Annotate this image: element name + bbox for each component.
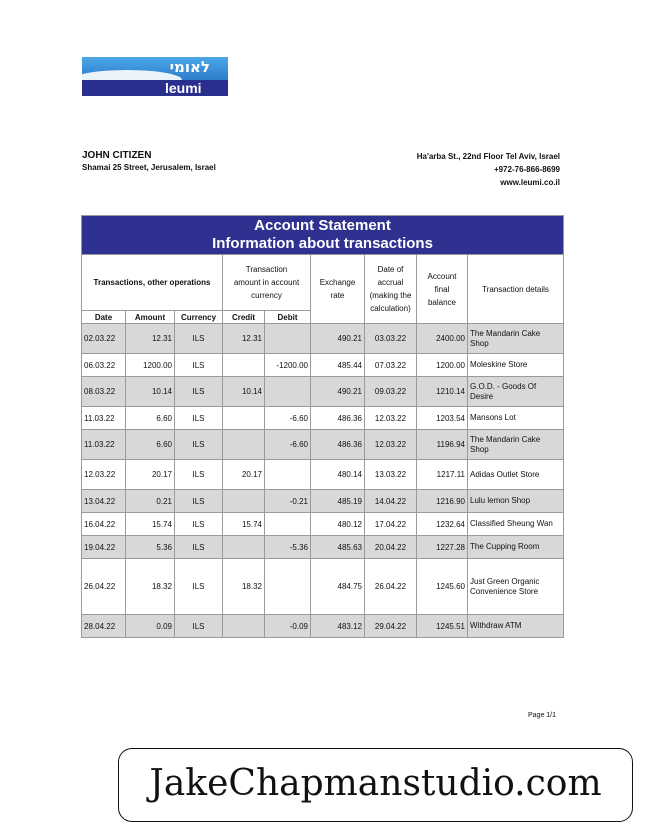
cell-currency: ILS <box>175 536 223 559</box>
cell-amount: 18.32 <box>126 559 175 615</box>
cell-debit <box>265 377 311 407</box>
cell-credit <box>223 490 265 513</box>
cell-balance: 1210.14 <box>417 377 468 407</box>
cell-balance: 2400.00 <box>417 324 468 354</box>
cell-details: Adidas Outlet Store <box>468 460 564 490</box>
cell-amount: 0.21 <box>126 490 175 513</box>
header-debit: Debit <box>265 311 311 324</box>
header-accrual-date: Date of accrual (making the calculation) <box>365 255 417 324</box>
cell-accrual: 09.03.22 <box>365 377 417 407</box>
cell-balance: 1227.28 <box>417 536 468 559</box>
cell-amount: 10.14 <box>126 377 175 407</box>
cell-currency: ILS <box>175 559 223 615</box>
cell-details: Classified Sheung Wan <box>468 513 564 536</box>
cell-credit: 10.14 <box>223 377 265 407</box>
bank-website: www.leumi.co.il <box>500 178 560 187</box>
cell-balance: 1245.60 <box>417 559 468 615</box>
cell-rate: 480.14 <box>311 460 365 490</box>
cell-debit: -5.36 <box>265 536 311 559</box>
customer-block <box>82 150 216 172</box>
table-row <box>82 490 564 513</box>
cell-credit: 20.17 <box>223 460 265 490</box>
statement-table <box>81 215 564 638</box>
cell-debit <box>265 460 311 490</box>
table-row <box>82 536 564 559</box>
cell-debit: -0.09 <box>265 615 311 638</box>
cell-date: 06.03.22 <box>82 354 126 377</box>
cell-currency: ILS <box>175 513 223 536</box>
cell-amount: 5.36 <box>126 536 175 559</box>
cell-accrual: 12.03.22 <box>365 430 417 460</box>
cell-credit <box>223 354 265 377</box>
cell-credit: 18.32 <box>223 559 265 615</box>
table-row <box>82 430 564 460</box>
cell-rate: 484.75 <box>311 559 365 615</box>
table-row <box>82 615 564 638</box>
cell-credit: 15.74 <box>223 513 265 536</box>
table-row <box>82 324 564 354</box>
page-number: Page 1/1 <box>528 712 557 719</box>
cell-details: The Mandarin Cake Shop <box>468 324 564 354</box>
customer-address: Shamai 25 Street, Jerusalem, Israel <box>82 163 216 172</box>
cell-currency: ILS <box>175 324 223 354</box>
cell-details: The Cupping Room <box>468 536 564 559</box>
header-date: Date <box>82 311 126 324</box>
cell-debit <box>265 559 311 615</box>
cell-amount: 0.09 <box>126 615 175 638</box>
cell-currency: ILS <box>175 430 223 460</box>
header-amount: Amount <box>126 311 175 324</box>
cell-debit: -6.60 <box>265 407 311 430</box>
cell-rate: 486.36 <box>311 407 365 430</box>
cell-rate: 486.36 <box>311 430 365 460</box>
logo-latin-text: leumi <box>82 80 228 96</box>
table-row <box>82 354 564 377</box>
cell-details: Lulu lemon Shop <box>468 490 564 513</box>
cell-balance: 1217.11 <box>417 460 468 490</box>
cell-date: 11.03.22 <box>82 407 126 430</box>
cell-amount: 1200.00 <box>126 354 175 377</box>
cell-credit: 12.31 <box>223 324 265 354</box>
cell-balance: 1200.00 <box>417 354 468 377</box>
cell-currency: ILS <box>175 407 223 430</box>
header-transactions: Transactions, other operations <box>82 255 223 311</box>
cell-credit <box>223 615 265 638</box>
table-row <box>82 407 564 430</box>
cell-date: 12.03.22 <box>82 460 126 490</box>
header-currency: Currency <box>175 311 223 324</box>
table-row <box>82 559 564 615</box>
cell-credit <box>223 536 265 559</box>
cell-amount: 20.17 <box>126 460 175 490</box>
cell-debit <box>265 324 311 354</box>
cell-accrual: 07.03.22 <box>365 354 417 377</box>
cell-amount: 12.31 <box>126 324 175 354</box>
cell-date: 28.04.22 <box>82 615 126 638</box>
header-amount-account: Transaction amount in account currency <box>223 255 311 311</box>
cell-rate: 483.12 <box>311 615 365 638</box>
cell-balance: 1196.94 <box>417 430 468 460</box>
cell-accrual: 12.03.22 <box>365 407 417 430</box>
cell-date: 26.04.22 <box>82 559 126 615</box>
cell-details: G.O.D. - Goods Of Desire <box>468 377 564 407</box>
cell-accrual: 03.03.22 <box>365 324 417 354</box>
cell-accrual: 26.04.22 <box>365 559 417 615</box>
cell-rate: 480.12 <box>311 513 365 536</box>
cell-accrual: 14.04.22 <box>365 490 417 513</box>
bank-block <box>417 150 560 189</box>
cell-date: 13.04.22 <box>82 490 126 513</box>
cell-balance: 1203.54 <box>417 407 468 430</box>
cell-accrual: 29.04.22 <box>365 615 417 638</box>
leumi-logo <box>82 57 228 96</box>
customer-name: JOHN CITIZEN <box>82 150 152 161</box>
cell-details: Just Green Organic Convenience Store <box>468 559 564 615</box>
logo-hebrew-text: לאומי <box>169 58 210 76</box>
header-details: Transaction details <box>468 255 564 324</box>
table-row <box>82 377 564 407</box>
cell-credit <box>223 430 265 460</box>
cell-date: 16.04.22 <box>82 513 126 536</box>
header-credit: Credit <box>223 311 265 324</box>
cell-rate: 490.21 <box>311 324 365 354</box>
header-exchange-rate: Exchange rate <box>311 255 365 324</box>
cell-details: Withdraw ATM <box>468 615 564 638</box>
cell-date: 11.03.22 <box>82 430 126 460</box>
cell-details: Mansons Lot <box>468 407 564 430</box>
bank-address: Ha'arba St., 22nd Floor Tel Aviv, Israel <box>416 152 560 161</box>
cell-accrual: 17.04.22 <box>365 513 417 536</box>
cell-currency: ILS <box>175 490 223 513</box>
statement-title-line1: Account Statement <box>254 217 391 234</box>
table-row <box>82 460 564 490</box>
watermark-banner: JakeChapmanstudio.com <box>118 748 633 822</box>
table-row <box>82 513 564 536</box>
cell-date: 19.04.22 <box>82 536 126 559</box>
cell-currency: ILS <box>175 460 223 490</box>
cell-details: Moleskine Store <box>468 354 564 377</box>
cell-date: 02.03.22 <box>82 324 126 354</box>
bank-phone: +972-76-866-8699 <box>493 165 560 174</box>
cell-balance: 1232.64 <box>417 513 468 536</box>
cell-accrual: 20.04.22 <box>365 536 417 559</box>
cell-accrual: 13.03.22 <box>365 460 417 490</box>
cell-debit <box>265 513 311 536</box>
cell-debit: -6.60 <box>265 430 311 460</box>
logo-swoosh-icon <box>82 70 182 80</box>
cell-rate: 490.21 <box>311 377 365 407</box>
cell-debit: -1200.00 <box>265 354 311 377</box>
statement-title <box>82 216 564 255</box>
cell-balance: 1245.51 <box>417 615 468 638</box>
logo-top-band <box>82 57 228 80</box>
cell-rate: 485.63 <box>311 536 365 559</box>
header-final-balance: Account final balance <box>417 255 468 324</box>
statement-title-line2: Information about transactions <box>212 235 433 252</box>
cell-credit <box>223 407 265 430</box>
cell-balance: 1216.90 <box>417 490 468 513</box>
transaction-rows <box>82 324 564 638</box>
cell-rate: 485.19 <box>311 490 365 513</box>
cell-details: The Mandarin Cake Shop <box>468 430 564 460</box>
cell-amount: 15.74 <box>126 513 175 536</box>
cell-currency: ILS <box>175 354 223 377</box>
cell-amount: 6.60 <box>126 430 175 460</box>
cell-currency: ILS <box>175 377 223 407</box>
cell-currency: ILS <box>175 615 223 638</box>
cell-date: 08.03.22 <box>82 377 126 407</box>
cell-amount: 6.60 <box>126 407 175 430</box>
cell-rate: 485.44 <box>311 354 365 377</box>
cell-debit: -0.21 <box>265 490 311 513</box>
